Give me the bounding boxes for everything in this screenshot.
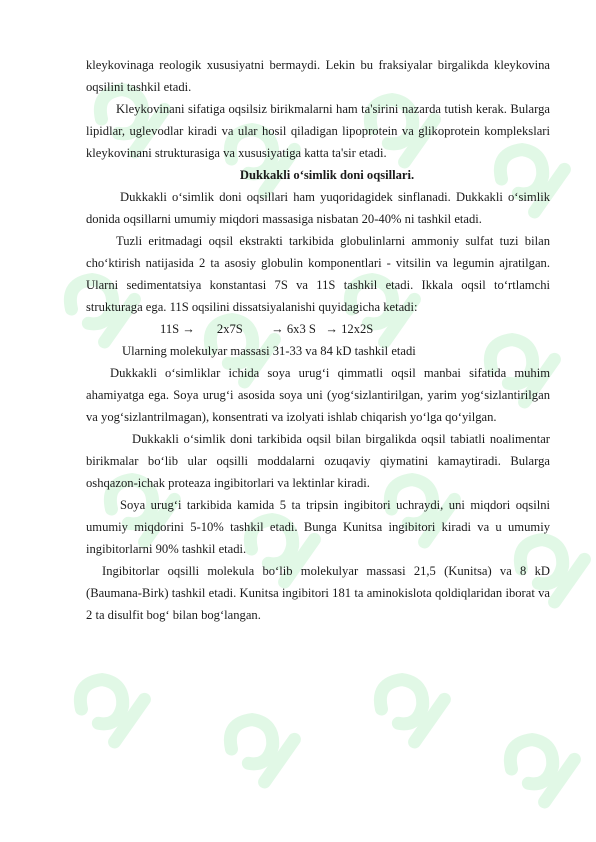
watermark-mark (69, 667, 145, 742)
paragraph-1: kleykovinaga reologik xususiyatni bermaydi. Lekin bu fraksiyalar birgalikda kleykovina oqsilini tashkil etadi. (86, 58, 550, 94)
paragraph-6: Dukkakli o‘simlik doni tarkibida oqsil bilan birgalikda oqsil tabiatli noalimentar birikmalar bo‘lib ular oqsilli moddalarni ozuqaviy qiymatini kamaytiradi. Bularga oshqazon-ichak proteaza ingibitorlari va lektinlar kiradi. (86, 432, 550, 490)
paragraph-3: Dukkakli o‘simlik doni oqsillari ham yuqoridagidek sinflanadi. Dukkakli o‘simlik donida oqsillarni umumiy miqdori massasiga nisbatan 20-40% ni tashkil etadi. (86, 190, 550, 226)
dissociation-formula: 11S → 2x7S → 6x3 S → 12x2S (160, 322, 374, 336)
paragraph-2: Kleykovinani sifatiga oqsilsiz birikmalarni ham ta'sirini nazarda tutish kerak. Bularga lipidlar, uglevodlar kiradi va ular hosil qiladigan lipoprotein va glikoprotein komplekslari kleykovinani strukturasiga va xususiyatiga katta ta'sir etadi. (86, 102, 550, 160)
watermark-mark (219, 707, 295, 782)
molecular-mass-line: Ularning molekulyar massasi 31-33 va 84 kD tashkil etadi (122, 344, 416, 358)
paragraph-7: Soya urug‘i tarkibida kamida 5 ta tripsin ingibitori uchraydi, uni miqdori oqsilni umumiy miqdorini 5-10% tashkil etadi. Bunga Kunitsa ingibitori kiradi va u umumiy ingibitorlarni 90% tashkil etadi. (86, 498, 550, 556)
paragraph-4: Tuzli eritmadagi oqsil ekstrakti tarkibida globulinlarni ammoniy sulfat tuzi bilan cho‘ktirish natijasida 2 ta asosiy globulin komponentlari - vitsilin va legumin ajratilgan. Ularni sedimentatsiya konstantasi 7S va 11S tashkil etadi. Ikkala oqsil to‘rtlamchi strukturaga ega. 11S oqsilini dissatsiyalanishi quyidagicha ketadi: (86, 234, 550, 314)
document-page (86, 54, 550, 626)
paragraph-5: Dukkakli o‘simliklar ichida soya urug‘i qimmatli oqsil manbai sifatida muhim ahamiyatga ega. Soya urug‘i asosida soya uni (yog‘sizlantirilgan, yarim yog‘sizlantirilgan va yog‘sizlantrilmagan), konsentrati va izolyati ishlab chiqarish yo‘lga qo‘yilgan. (86, 366, 550, 424)
watermark-mark (499, 727, 575, 802)
watermark-mark (369, 667, 445, 742)
paragraph-8: Ingibitorlar oqsilli molekula bo‘lib molekulyar massasi 21,5 (Kunitsa) va 8 kD (Baumana-Birk) tashkil etadi. Kunitsa ingibitori 181 ta aminokislota qoldiqlaridan iborat va 2 ta disulfit bog‘ bilan bog‘langan. (86, 564, 550, 622)
section-heading: Dukkakli o‘simlik doni oqsillari. (239, 168, 415, 182)
